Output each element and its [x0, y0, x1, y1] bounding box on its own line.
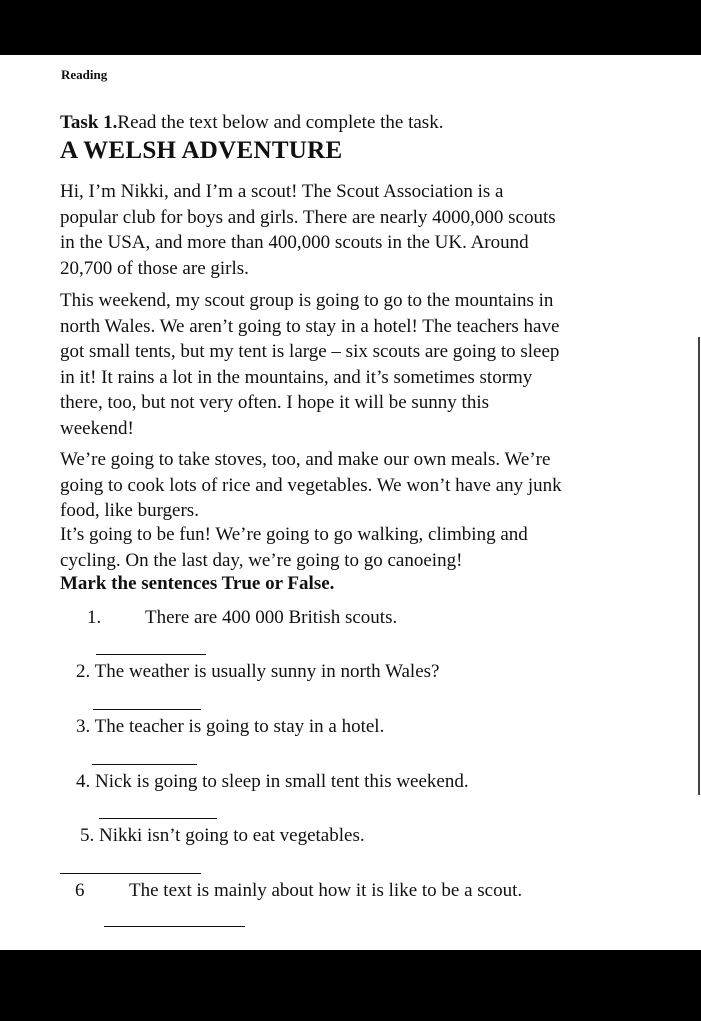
answer-line-2[interactable]	[93, 709, 201, 710]
text-line: food, like burgers.	[60, 500, 199, 522]
text-line: going to cook lots of rice and vegetables. We won’t have any junk	[60, 474, 562, 496]
text-line: Hi, I’m Nikki, and I’m a scout! The Scout Association is a	[60, 181, 504, 202]
text-line: cycling. On the last day, we’re going to go canoeing!	[60, 549, 463, 571]
answer-line-5[interactable]	[60, 873, 201, 874]
paragraph	[60, 522, 690, 573]
task-heading	[60, 112, 443, 134]
paragraph	[60, 447, 690, 524]
answer-line-4[interactable]	[99, 818, 217, 819]
scrollbar[interactable]	[698, 337, 700, 795]
text-line: got small tents, but my tent is large – six scouts are going to sleep	[60, 341, 560, 363]
text-line: weekend!	[60, 417, 134, 439]
section-label: Reading	[61, 67, 108, 82]
task-instruction: Read the text below and complete the task.	[117, 112, 444, 133]
document-page	[0, 55, 701, 950]
task-label: Task 1.	[60, 112, 118, 133]
question-3-text: 3. The teacher is going to stay in a hotel.	[76, 716, 385, 737]
question-5-text: 5. Nikki isn’t going to eat vegetables.	[80, 825, 365, 846]
question-4-text: 4. Nick is going to sleep in small tent this weekend.	[76, 771, 469, 792]
text-line: there, too, but not very often. I hope it will be sunny this	[60, 392, 490, 414]
question-6-number: 6	[75, 880, 85, 901]
text-line: popular club for boys and girls. There are nearly 4000,000 scouts	[60, 206, 556, 228]
question-1-text: There are 400 000 British scouts.	[145, 607, 398, 628]
text-line: in the USA, and more than 400,000 scouts in the UK. Around	[60, 232, 529, 254]
text-line: We’re going to take stoves, too, and make our own meals. We’re	[60, 449, 551, 470]
text-line: This weekend, my scout group is going to go to the mountains in	[60, 290, 554, 311]
question-2-text: 2. The weather is usually sunny in north Wales?	[76, 661, 440, 682]
paragraph	[60, 179, 690, 281]
text-line: in it! It rains a lot in the mountains, and it’s sometimes stormy	[60, 366, 533, 388]
answer-line-6[interactable]	[104, 926, 245, 927]
story-title: A WELSH ADVENTURE	[60, 137, 343, 164]
question-1-number: 1.	[87, 607, 102, 628]
text-line: 20,700 of those are girls.	[60, 257, 249, 279]
question-6-text: The text is mainly about how it is like to be a scout.	[129, 880, 523, 901]
answer-line-1[interactable]	[96, 654, 206, 655]
text-line: north Wales. We aren’t going to stay in a hotel! The teachers have	[60, 315, 560, 337]
answer-line-3[interactable]	[92, 764, 197, 765]
paragraph	[60, 288, 690, 442]
text-line: It’s going to be fun! We’re going to go walking, climbing and	[60, 524, 528, 545]
exercise-instruction: Mark the sentences True or False.	[60, 573, 335, 594]
